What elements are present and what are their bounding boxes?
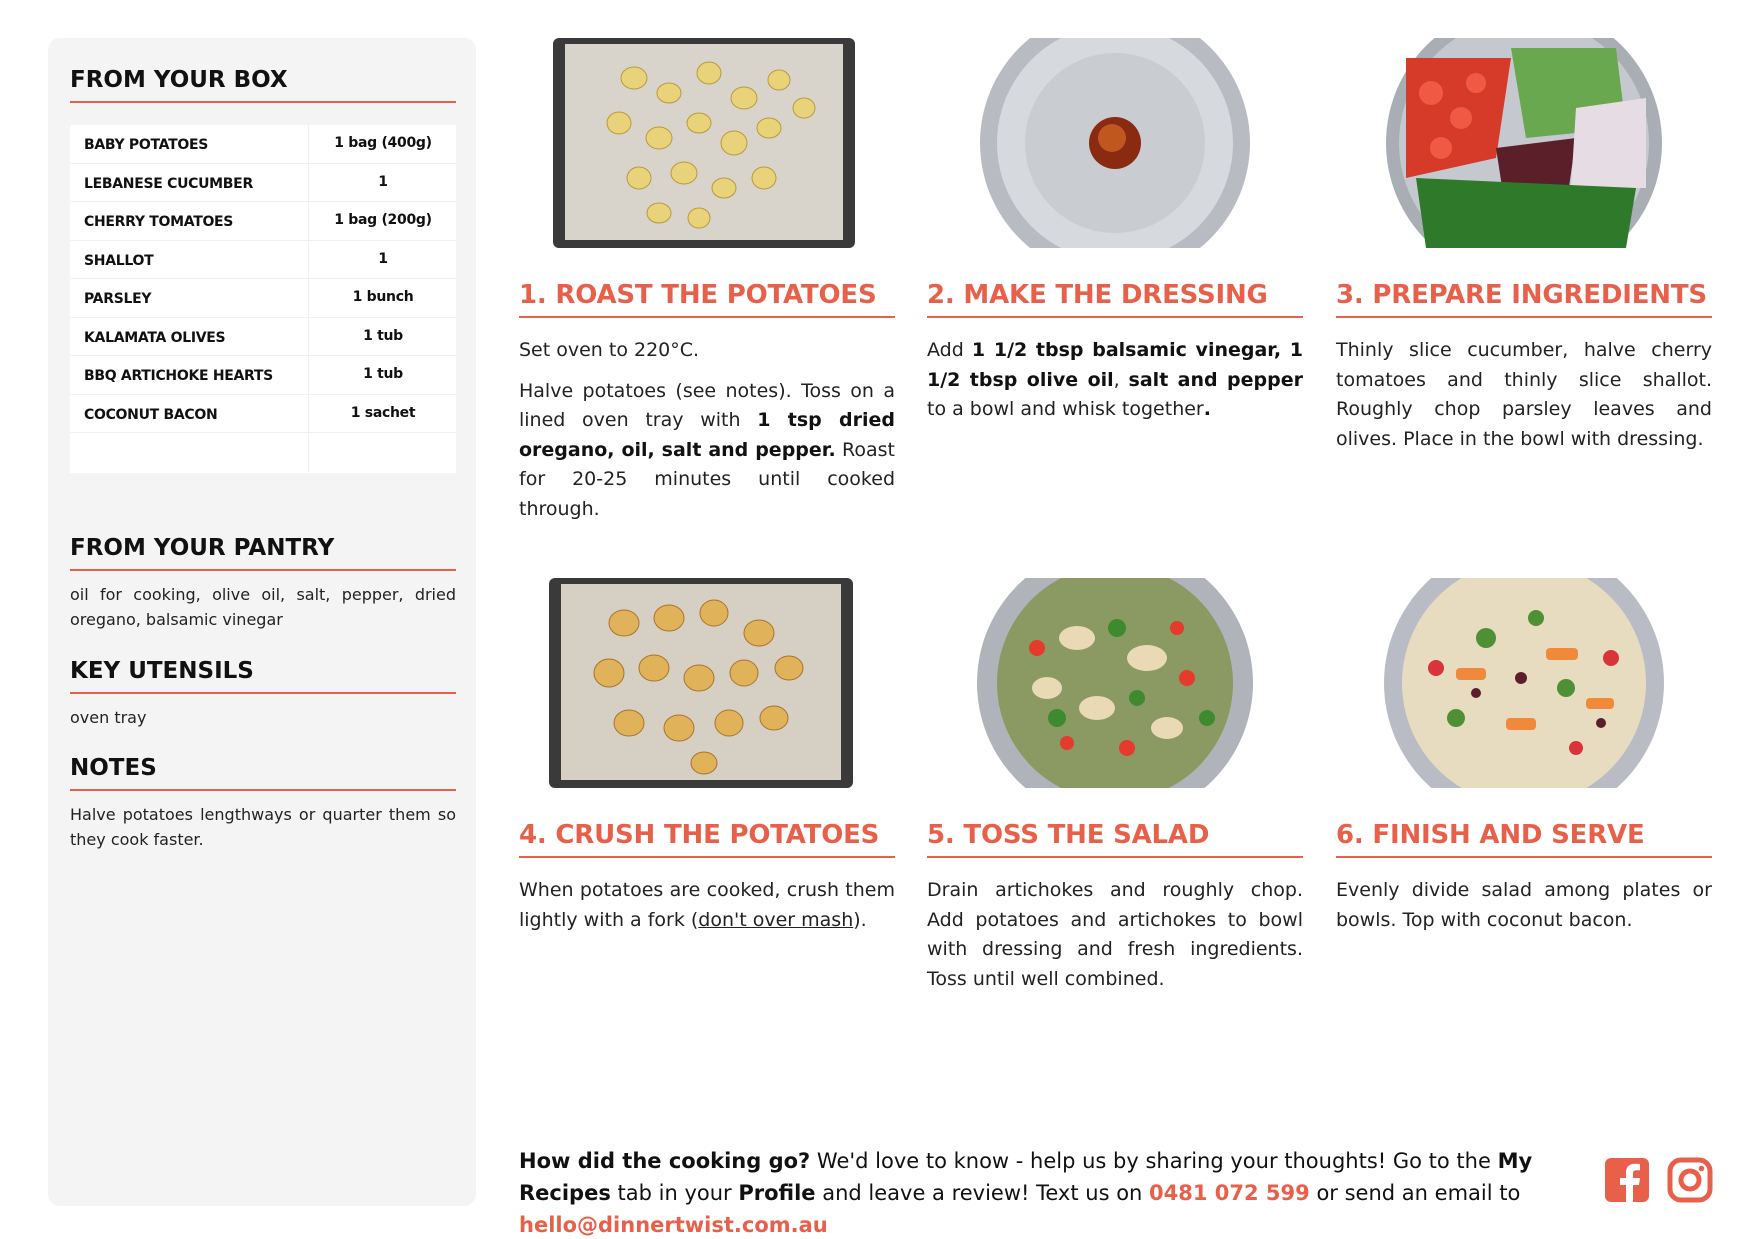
step-4-body [519,876,895,946]
table-row [70,395,456,434]
step-1 [519,38,895,520]
notes-heading: NOTES [70,755,456,791]
step-3-body [1336,336,1712,465]
step-5 [927,578,1303,998]
ingredient-name: BBQ ARTICHOKE HEARTS [84,368,273,384]
utensils-text: oven tray [70,708,147,727]
tossed-salad-bowl-photo [927,578,1303,788]
instagram-icon[interactable] [1667,1157,1713,1203]
step-4-title: 4. CRUSH THE POTATOES [519,820,895,858]
table-row [70,318,456,357]
from-your-box-heading: FROM YOUR BOX [70,67,456,103]
roasted-potatoes-tray-photo [519,38,895,248]
notes-text: Halve potatoes lengthways or quarter them so they cook faster. [70,805,456,849]
step-1-body [519,336,895,535]
ingredients-sidebar [48,38,476,1206]
step-3 [1336,38,1712,498]
ingredient-name: BABY POTATOES [84,137,208,153]
ingredient-name: LEBANESE CUCUMBER [84,175,253,192]
dressing-bowl-photo [927,38,1303,248]
ingredient-name: SHALLOT [84,252,154,269]
step-2-body [927,336,1303,436]
phone-link[interactable]: 0481 072 599 [1149,1181,1310,1205]
table-row [70,356,456,395]
step-6-text: Evenly divide salad among plates or bowls. Top with coconut bacon. [1336,879,1712,931]
pantry-text: oil for cooking, olive oil, salt, pepper, dried oregano, balsamic vinegar [70,585,456,629]
step-4 [519,578,895,998]
crushed-potatoes-tray-photo [519,578,895,788]
email-link[interactable]: hello@dinnertwist.com.au [519,1213,828,1237]
ingredient-qty: 1 tub [363,327,403,344]
step-5-title: 5. TOSS THE SALAD [927,820,1303,858]
ingredient-name: KALAMATA OLIVES [84,329,226,346]
step-2 [927,38,1303,498]
profile-link[interactable]: Profile [738,1181,816,1205]
table-row [70,241,456,280]
ingredient-qty: 1 bunch [352,289,414,305]
my-recipes-link[interactable]: My Recipes [519,1149,1533,1205]
step-2-text: Add 1 1/2 tbsp balsamic vinegar, 1 1/2 tbsp olive oil, salt and pepper to a bowl and whisk together. [927,339,1304,420]
step-6-title: 6. FINISH AND SERVE [1336,820,1712,858]
ingredient-name: CHERRY TOMATOES [84,214,234,230]
ingredient-qty: 1 tub [363,366,403,382]
prepared-ingredients-bowl-photo [1336,38,1712,248]
step-6-body [1336,876,1712,946]
ingredient-name: COCONUT BACON [84,406,218,423]
step-5-body [927,876,1303,1005]
step-1-title: 1. ROAST THE POTATOES [519,280,895,318]
from-your-pantry-heading: FROM YOUR PANTRY [70,535,456,571]
footer-question: How did the cooking go? [519,1149,811,1173]
step-4-text: When potatoes are cooked, crush them lightly with a fork (don't over mash). [519,879,895,931]
ingredient-name: PARSLEY [84,291,152,307]
table-row [70,125,456,164]
table-row-empty [70,433,456,472]
table-row [70,279,456,318]
table-row [70,164,456,203]
ingredient-qty: 1 [378,250,388,267]
box-ingredients-table [70,125,456,473]
finished-salad-photo [1336,578,1712,788]
step-3-text: Thinly slice cucumber, halve cherry tomatoes and thinly slice shallot. Roughly chop parsley leaves and olives. Place in the bowl with dressing. [1336,339,1712,450]
step-2-title: 2. MAKE THE DRESSING [927,280,1303,318]
ingredient-qty: 1 bag (400g) [334,135,432,151]
step-3-title: 3. PREPARE INGREDIENTS [1336,280,1712,318]
ingredient-qty: 1 [378,173,388,190]
step-1-text-1: Set oven to 220°C. [519,339,700,361]
step-6 [1336,578,1712,998]
step-1-text-2: Halve potatoes (see notes). Toss on a lined oven tray with 1 tsp dried oregano, oil, salt and pepper. Roast for 20-25 minutes until cooked through. [519,379,895,520]
ingredient-qty: 1 bag (200g) [334,212,432,228]
step-5-text: Drain artichokes and roughly chop. Add potatoes and artichokes to bowl with dressing and fresh ingredients. Toss until well combined. [927,879,1303,990]
table-row [70,202,456,241]
key-utensils-heading: KEY UTENSILS [70,658,456,694]
feedback-footer: How did the cooking go? We'd love to know - help us by sharing your thoughts! Go to the My Recipes tab in your Profile and leave a review! Text us on 0481 072 599 or send an email to hello@dinnertwist.com.au [519,1149,1533,1237]
ingredient-qty: 1 sachet [350,404,416,421]
facebook-icon[interactable] [1604,1157,1650,1203]
